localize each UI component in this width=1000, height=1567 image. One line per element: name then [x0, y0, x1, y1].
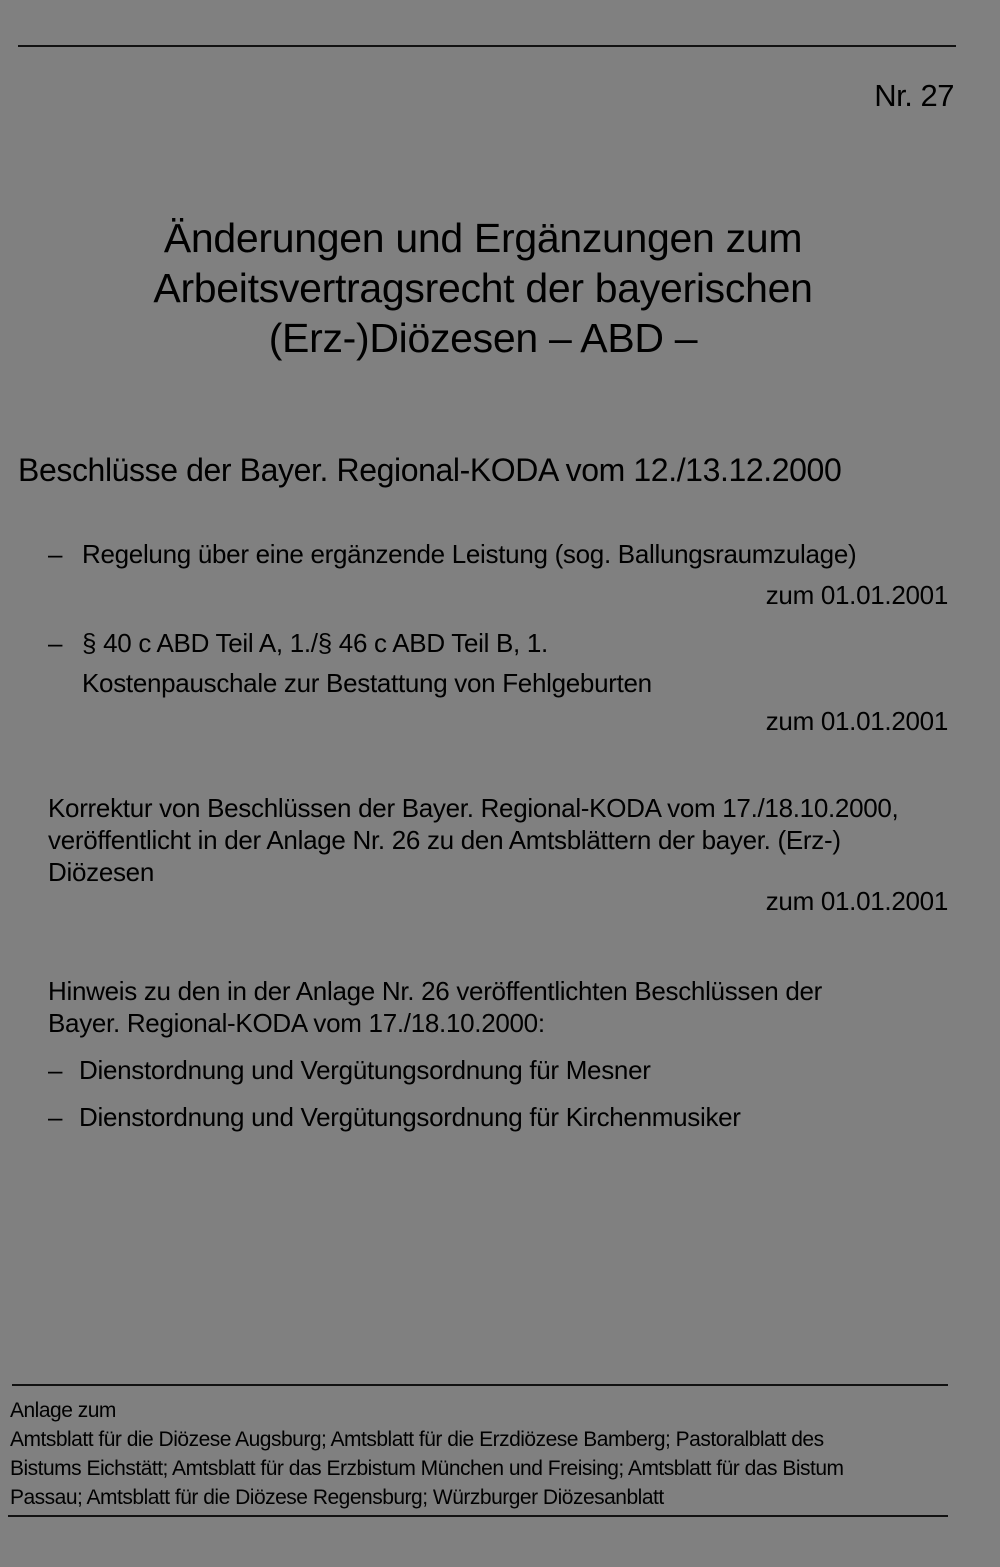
title-line: (Erz-)Diözesen – ABD – [268, 315, 698, 361]
title-line: Arbeitsvertragsrecht der bayerischen [153, 265, 813, 311]
list-item-text: § 40 c ABD Teil A, 1./§ 46 c ABD Teil B, 1. [82, 628, 548, 658]
effective-date: zum 01.01.2001 [765, 886, 948, 916]
correction-paragraph [48, 792, 953, 888]
paragraph-line: Bayer. Regional-KODA vom 17./18.10.2000: [48, 1008, 545, 1038]
list-item [48, 1101, 948, 1133]
paragraph-line: Korrektur von Beschlüssen der Bayer. Regional-KODA vom 17./18.10.2000, [48, 793, 899, 823]
paragraph-line: Diözesen [48, 857, 154, 887]
list-item-text: Regelung über eine ergänzende Leistung (sog. Ballungsraumzulage) [82, 539, 857, 569]
list-dash: – [48, 628, 63, 658]
list-item [48, 538, 948, 570]
title-line: Änderungen und Ergänzungen zum [163, 215, 803, 261]
list-item [48, 1054, 948, 1086]
footer-line: Anlage zum [10, 1399, 116, 1422]
document-title [0, 213, 966, 363]
list-dash: – [48, 1055, 63, 1085]
paragraph-line: Hinweis zu den in der Anlage Nr. 26 veröffentlichten Beschlüssen der [48, 976, 823, 1006]
footer-note [10, 1396, 940, 1512]
paragraph-line: veröffentlicht in der Anlage Nr. 26 zu den Amtsblättern der bayer. (Erz-) [48, 825, 841, 855]
list-item [48, 627, 948, 699]
footer-line: Passau; Amtsblatt für die Diözese Regensburg; Würzburger Diözesanblatt [10, 1486, 664, 1509]
top-rule [18, 45, 956, 47]
issue-number: Nr. 27 [874, 78, 954, 113]
footer-line: Bistums Eichstätt; Amtsblatt für das Erzbistum München und Freising; Amtsblatt für das Bistum [10, 1457, 844, 1480]
footer-top-rule [12, 1384, 948, 1386]
section1-heading: Beschlüsse der Bayer. Regional-KODA vom 12./13.12.2000 [18, 452, 842, 488]
list-dash: – [48, 539, 63, 569]
effective-date: zum 01.01.2001 [765, 580, 948, 610]
notice-paragraph [48, 975, 953, 1039]
effective-date: zum 01.01.2001 [765, 706, 948, 736]
list-item-text: Dienstordnung und Vergütungsordnung für Mesner [79, 1055, 651, 1085]
list-dash: – [48, 1102, 63, 1132]
footer-line: Amtsblatt für die Diözese Augsburg; Amtsblatt für die Erzdiözese Bamberg; Pastoralblatt des [10, 1428, 824, 1451]
list-item-text: Dienstordnung und Vergütungsordnung für Kirchenmusiker [79, 1102, 741, 1132]
footer-bottom-rule [8, 1515, 948, 1517]
list-item-text: Kostenpauschale zur Bestattung von Fehlgeburten [82, 668, 652, 698]
